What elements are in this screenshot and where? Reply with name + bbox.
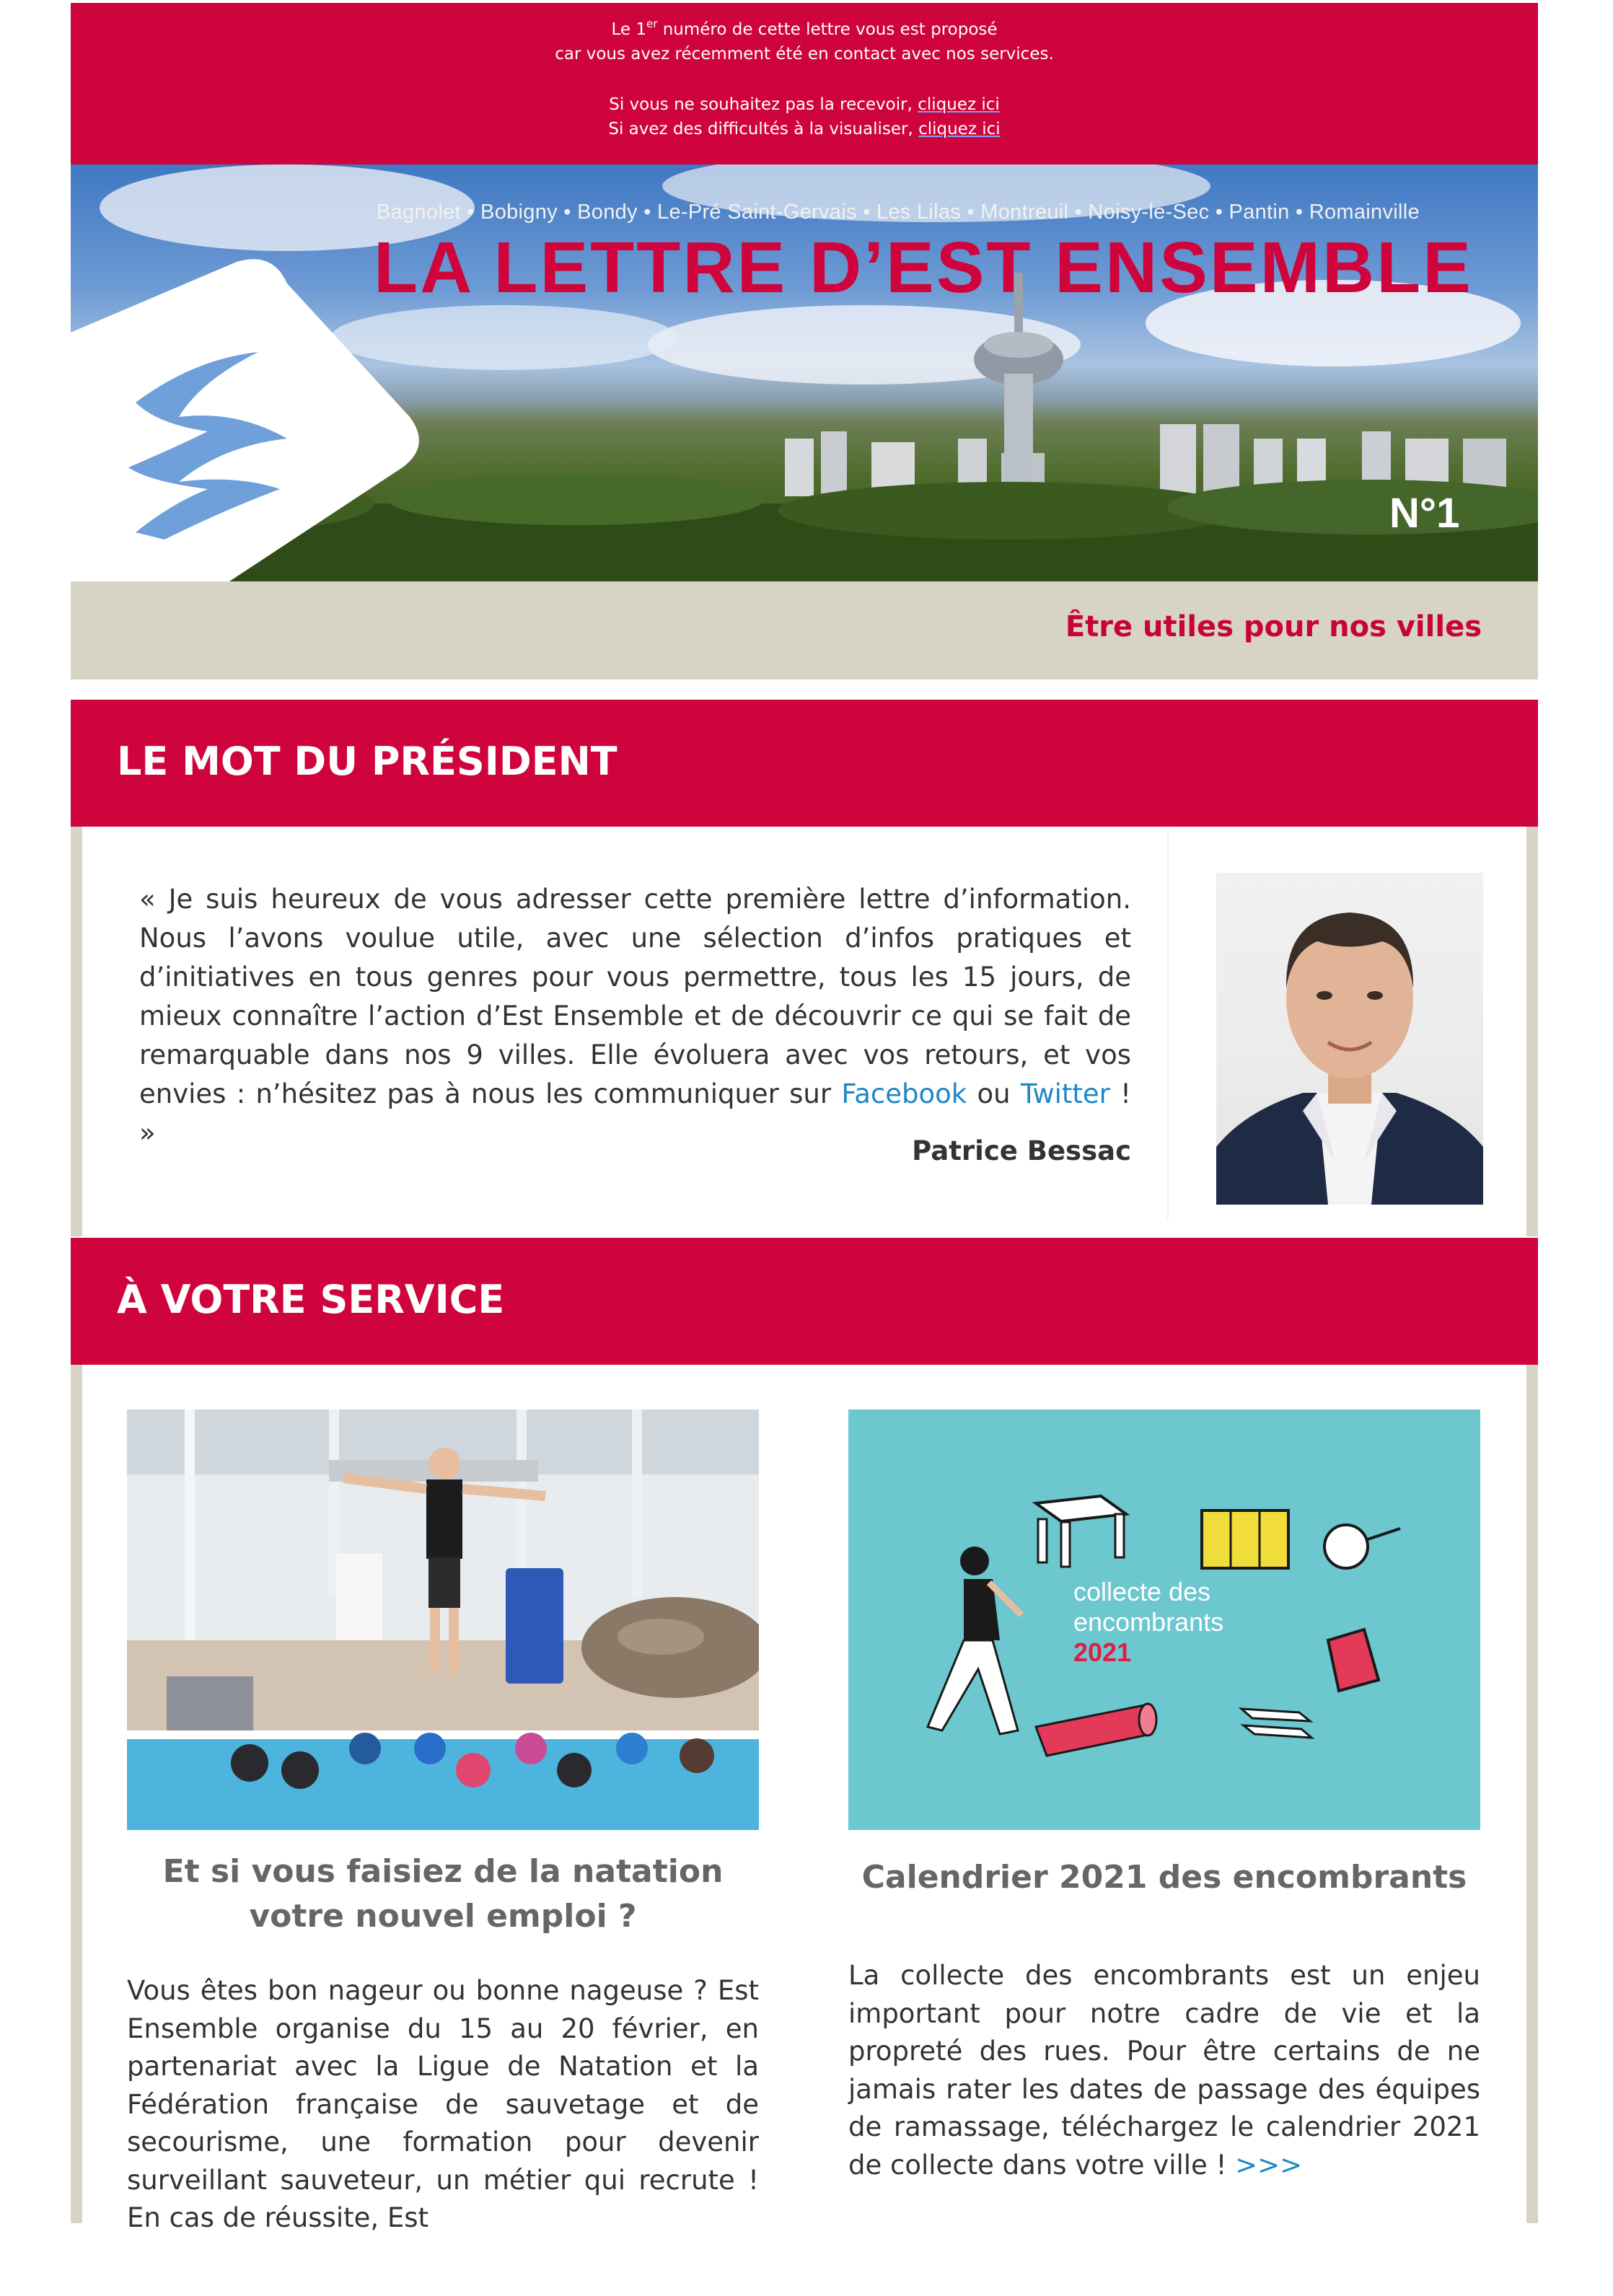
section-header-president	[71, 700, 1538, 827]
notice-line-view-online: Si avez des difficultés à la visualiser, cliquez ici	[608, 120, 1001, 138]
section-title-service: À VOTRE SERVICE	[117, 1277, 505, 1322]
card-text-swimming: Vous êtes bon nageur ou bonne nageuse ? Est Ensemble organise du 15 au 20 février, en partenariat avec la Ligue de Natation et la Fédération française de sauvetage et de secourisme, une formation pour devenir surveillant sauveteur, un métier qui recrute ! En cas de réussite, Est	[127, 1975, 759, 2233]
notice-line-1: Le 1er numéro de cette lettre vous est proposé	[611, 17, 998, 39]
notice-line-unsubscribe: Si vous ne souhaitez pas la recevoir, cliquez ici	[609, 95, 1000, 114]
frame-border-left	[71, 827, 82, 1236]
notice-bar	[71, 3, 1538, 164]
twitter-link[interactable]: Twitter	[1020, 1078, 1110, 1109]
column-divider	[1167, 830, 1169, 1219]
encombrants-image-label: collecte des encombrants 2021	[1073, 1577, 1224, 1667]
president-portrait	[1216, 873, 1483, 1205]
header-banner	[71, 164, 1538, 581]
president-quote: « Je suis heureux de vous adresser cette première lettre d’information. Nous l’avons voulue utile, avec une sélection d’infos pratiques et d’initiatives en tous genres pour vous permettre, tous les 15 jours, de mieux connaître l’action d’Est Ensemble et de découvrir ce qui se fait de remarquable dans nos 9 villes. Elle évoluera avec vos retours, et vos envies : n’hésitez pas à nous les communiquer sur Facebook ou Twitter ! »	[139, 884, 1131, 1148]
frame-border-left-2	[71, 1365, 82, 2223]
card-text-encombrants: La collecte des encombrants est un enjeu important pour notre cadre de vie et la propreté des rues. Pour être certains de ne jamais rater les dates de passage des équipes de ramassage, téléchargez le calendrier 2021 de collecte dans votre ville ! >>>	[848, 1960, 1480, 2181]
facebook-link[interactable]: Facebook	[841, 1078, 967, 1109]
encombrants-image[interactable]	[848, 1409, 1480, 1830]
tagline: Être utiles pour nos villes	[1065, 610, 1482, 643]
card-title-swimming[interactable]: Et si vous faisiez de la natation votre nouvel emploi ?	[162, 1853, 724, 1935]
section-title-president: LE MOT DU PRÉSIDENT	[117, 739, 617, 784]
swimming-pool-image[interactable]	[127, 1409, 759, 1830]
view-online-link[interactable]: cliquez ici	[918, 120, 1001, 138]
issue-number: N°1	[1389, 490, 1460, 537]
banner-title: LA LETTRE D’EST ENSEMBLE	[374, 227, 1473, 308]
encombrants-more-link[interactable]: >>>	[1235, 2149, 1303, 2181]
frame-border-right	[1526, 827, 1538, 1236]
tagline-band	[71, 581, 1538, 679]
banner-cities: Bagnolet • Bobigny • Bondy • Le-Pré Saint-Gervais • Les Lilas • Montreuil • Noisy-le-Sec • Pantin • Romainville	[377, 201, 1420, 224]
unsubscribe-link[interactable]: cliquez ici	[918, 95, 1000, 114]
president-signature: Patrice Bessac	[912, 1135, 1131, 1166]
notice-line-2: car vous avez récemment été en contact avec nos services.	[555, 45, 1054, 63]
frame-border-right-2	[1526, 1365, 1538, 2223]
section-header-service	[71, 1238, 1538, 1365]
card-title-encombrants[interactable]: Calendrier 2021 des encombrants	[861, 1859, 1467, 1896]
